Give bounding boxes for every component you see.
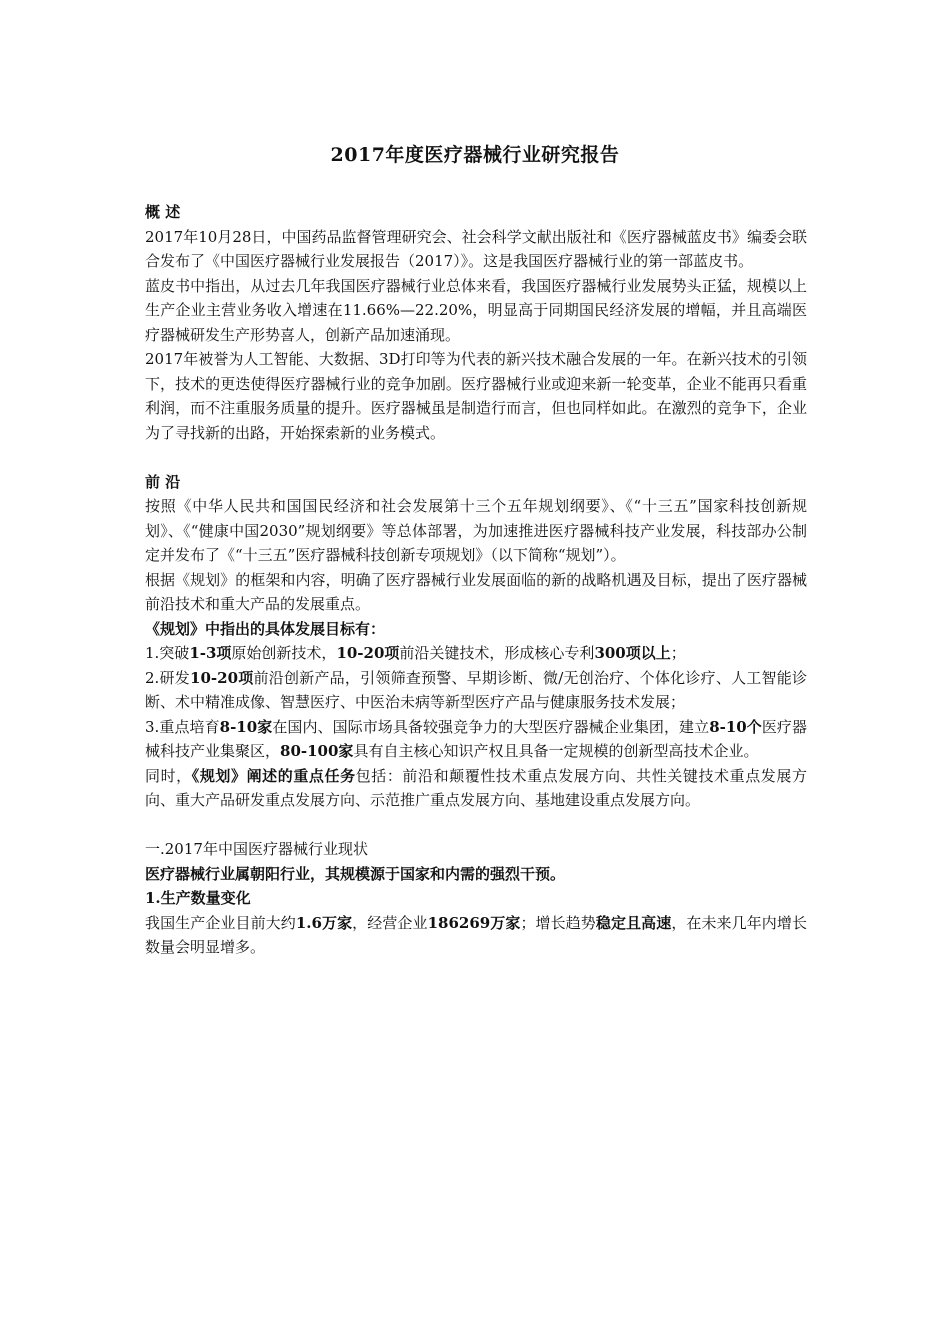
text-run: 同时，	[145, 766, 192, 785]
overview-paragraph: 蓝皮书中指出，从过去几年我国医疗器械行业总体来看，我国医疗器械行业发展势头正猛，规模以上生产企业主营业务收入增速在11.66%—22.20%，明显高于同期国民经济发展的增幅，并且高端医疗器械研发生产形势喜人，创新产品加速涌现。	[145, 276, 807, 344]
text-run: 具有自主核心知识产权且具备一定规模的创新型高技术企业。	[353, 742, 759, 760]
text-run: 医疗器械科技产业集聚区，	[145, 717, 807, 760]
section-paragraph	[145, 911, 807, 960]
bold-run: 稳定且高速	[595, 913, 672, 932]
bold-run: 186269万家	[427, 913, 521, 932]
text-run: 包括：前沿和颠覆性技术重点发展方向、共性关键技术重点发展方向、重大产品研发重点发展方向、示范推广重点发展方向、基地建设重点发展方向。	[145, 766, 807, 809]
goal-item-1	[145, 641, 807, 666]
status-heading: 一.2017年中国医疗器械行业现状	[145, 840, 368, 858]
frontier-paragraph: 按照《中华人民共和国国民经济和社会发展第十三个五年规划纲要》、《“十三五”国家科技创新规划》、《“健康中国2030”规划纲要》等总体部署，为加速推进医疗器械科技产业发展，科技部办公制定并发布了《“十三五”医疗器械科技创新专项规划》（以下简称“规划”）。	[145, 497, 807, 564]
document-body	[145, 200, 807, 960]
text-run: 前沿创新产品，引领筛查预警、早期诊断、微/无创治疗、个体化诊疗、人工智能诊断、术中精准成像、智慧医疗、中医治未病等新型医疗产品与健康服务技术发展；	[145, 668, 808, 711]
overview-heading: 概 述	[145, 203, 181, 221]
frontier-heading: 前 沿	[145, 472, 181, 491]
goals-heading: 《规划》中指出的具体发展目标有：	[145, 619, 386, 638]
text-run: 1.突破	[145, 644, 190, 662]
text-run: ；	[670, 644, 686, 662]
text-run: 2.研发	[145, 668, 191, 687]
bold-run: 《规划》阐述的重点任务	[191, 766, 356, 785]
overview-paragraph: 2017年10月28日，中国药品监督管理研究会、社会科学文献出版社和《医疗器械蓝皮书》编委会联合发布了《中国医疗器械行业发展报告（2017）》。这是我国医疗器械行业的第一部蓝皮书。	[145, 227, 807, 270]
text-run: ，在未来几年内增长数量会明显增多。	[145, 913, 807, 956]
text-run: 我国生产企业目前大约	[145, 913, 296, 932]
bold-run: 10-20项	[190, 668, 254, 687]
document-title: 2017年度医疗器械行业研究报告	[330, 144, 620, 166]
status-subheading: 医疗器械行业属朝阳行业，其规模源于国家和内需的强烈干预。	[145, 864, 566, 883]
text-run: 前沿关键技术，形成核心专利	[399, 644, 595, 662]
section-heading: 1.生产数量变化	[145, 889, 251, 907]
text-run: ，经营企业	[352, 913, 428, 932]
text-run: 原始创新技术，	[231, 644, 337, 662]
bold-run: 1.6万家	[295, 913, 353, 932]
tasks-paragraph	[145, 764, 807, 813]
bold-run: 8-10个	[709, 717, 762, 736]
text-run: 在国内、国际市场具备较强竞争力的大型医疗器械企业集团，建立	[272, 717, 710, 736]
bold-run: 1-3项	[189, 644, 232, 662]
frontier-paragraph: 根据《规划》的框架和内容，明确了医疗器械行业发展面临的新的战略机遇及目标，提出了医疗器械前沿技术和重大产品的发展重点。	[145, 570, 807, 613]
bold-run: 80-100家	[280, 742, 354, 760]
bold-run: 300项以上	[594, 644, 671, 662]
paragraph-gap	[145, 813, 807, 838]
goal-item-2	[145, 666, 807, 715]
paragraph-gap	[145, 445, 807, 470]
bold-run: 8-10家	[219, 717, 273, 736]
text-run: 3.重点培育	[145, 717, 220, 736]
text-run: ；增长趋势	[520, 913, 596, 932]
goal-item-3	[145, 715, 807, 764]
overview-paragraph: 2017年被誉为人工智能、大数据、3D打印等为代表的新兴技术融合发展的一年。在新兴技术的引领下，技术的更迭使得医疗器械行业的竞争加剧。医疗器械行业或迎来新一轮变革，企业不能再只看重利润，而不注重服务质量的提升。医疗器械虽是制造行而言，但也同样如此。在激烈的竞争下，企业为了寻找新的出路，开始探索新的业务模式。	[145, 350, 807, 442]
bold-run: 10-20项	[336, 644, 400, 662]
